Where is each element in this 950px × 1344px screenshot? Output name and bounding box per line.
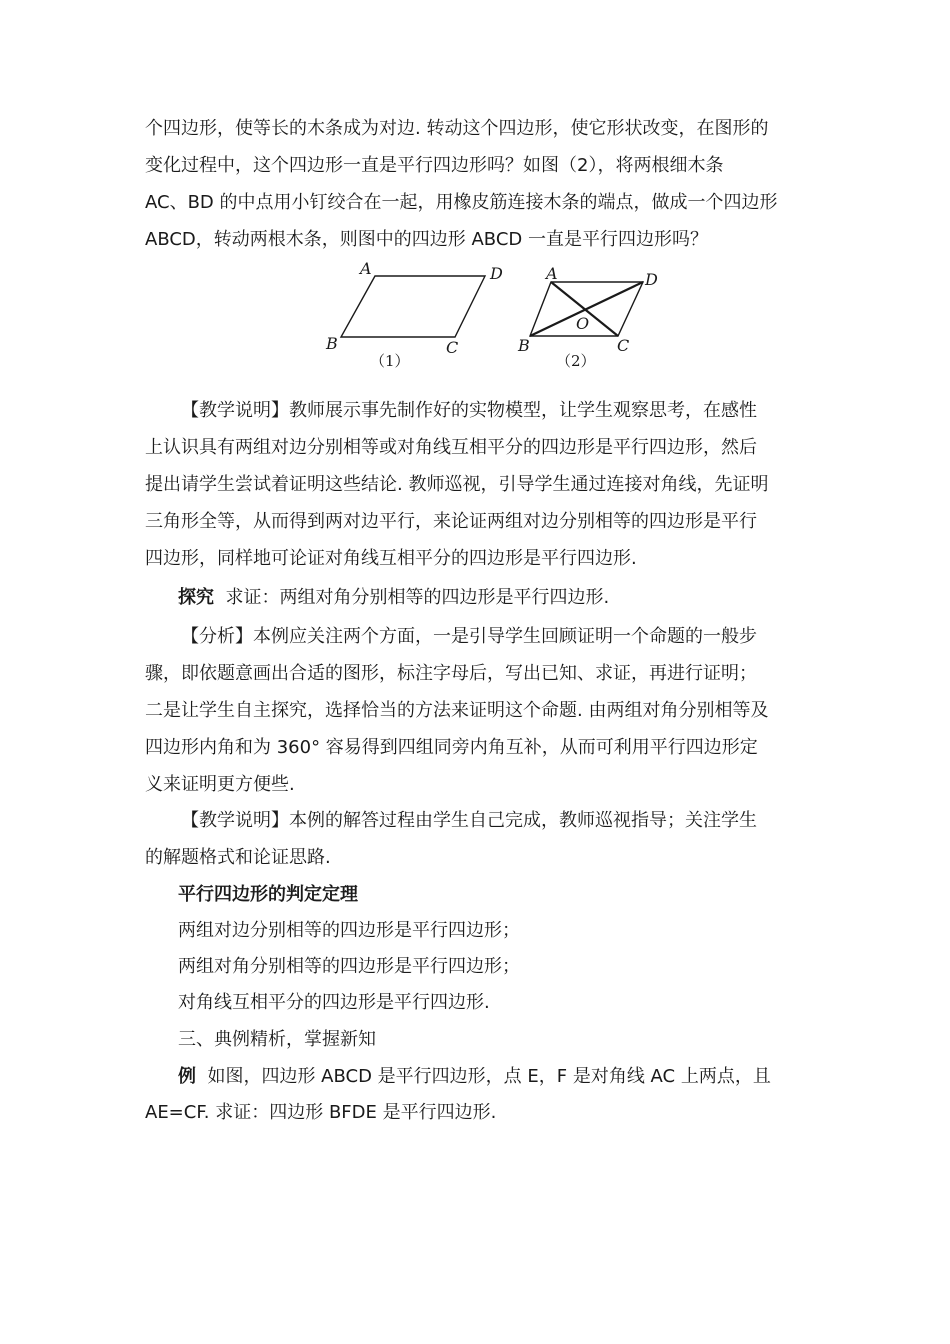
fig1-label-b: B [326,334,338,353]
analysis-line: 义来证明更方便些. [145,774,295,795]
fig2-caption: （2） [556,352,596,370]
explore-text: 求证：两组对角分别相等的四边形是平行四边形. [225,587,610,608]
paragraph-line: ABCD，转动两根木条，则图中的四边形 ABCD 一直是平行四边形吗？ [145,229,708,250]
parallelogram-figures [320,262,700,374]
example-line: AE=CF. 求证：四边形 BFDE 是平行四边形. [145,1102,497,1123]
figure-2-parallelogram [517,264,658,370]
explore-line [178,579,798,616]
paragraph-line: 变化过程中，这个四边形一直是平行四边形吗？如图（2），将两根细木条 [145,155,724,176]
section-heading: 三、典例精析，掌握新知 [178,1029,376,1050]
fig1-label-a: A [360,262,372,278]
teaching-note-line: 上认识具有两组对边分别相等或对角线互相平分的四边形是平行四边形，然后 [145,437,757,458]
teaching-note-line: 的解题格式和论证思路. [145,847,331,868]
example-label: 例 [178,1066,196,1087]
explore-label: 探究 [178,587,214,608]
example-text: 如图，四边形 ABCD 是平行四边形，点 E，F 是对角线 AC 上两点，且 [207,1066,771,1087]
fig2-label-o: O [576,314,590,333]
teaching-note-line: 【教学说明】本例的解答过程由学生自己完成，教师巡视指导；关注学生 [181,810,757,831]
paragraph-line: AC、BD 的中点用小钉绞合在一起，用橡皮筋连接木条的端点，做成一个四边形 [145,192,778,213]
analysis-line: 二是让学生自主探究，选择恰当的方法来证明这个命题. 由两组对角分别相等及 [145,700,769,721]
analysis-line: 【分析】本例应关注两个方面，一是引导学生回顾证明一个命题的一般步 [181,626,757,647]
teaching-note-line: 提出请学生尝试着证明这些结论. 教师巡视，引导学生通过连接对角线，先证明 [145,474,769,495]
fig2-label-c: C [617,336,630,355]
example-line [178,1058,798,1095]
fig1-label-c: C [446,338,459,357]
theorem-item: 对角线互相平分的四边形是平行四边形. [178,992,490,1013]
paragraph-line: 个四边形，使等长的木条成为对边. 转动这个四边形，使它形状改变，在图形的 [145,118,769,139]
analysis-line: 四边形内角和为 360° 容易得到四组同旁内角互补，从而可利用平行四边形定 [145,737,758,758]
fig2-label-d: D [645,270,658,289]
theorem-item: 两组对角分别相等的四边形是平行四边形； [178,956,520,977]
fig2-label-a: A [546,264,558,283]
teaching-note-line: 三角形全等，从而得到两对边平行，来论证两组对边分别相等的四边形是平行 [145,511,757,532]
theorem-item: 两组对边分别相等的四边形是平行四边形； [178,920,520,941]
fig1-label-d: D [490,264,503,283]
analysis-line: 骤，即依题意画出合适的图形，标注字母后，写出已知、求证，再进行证明； [145,663,757,684]
fig1-caption: （1） [370,352,410,370]
fig2-label-b: B [518,336,530,355]
teaching-note-line: 四边形，同样地可论证对角线互相平分的四边形是平行四边形. [145,548,637,569]
figure-1-parallelogram [325,262,503,370]
teaching-note-line: 【教学说明】教师展示事先制作好的实物模型，让学生观察思考，在感性 [181,400,757,421]
theorem-title: 平行四边形的判定定理 [178,884,358,905]
